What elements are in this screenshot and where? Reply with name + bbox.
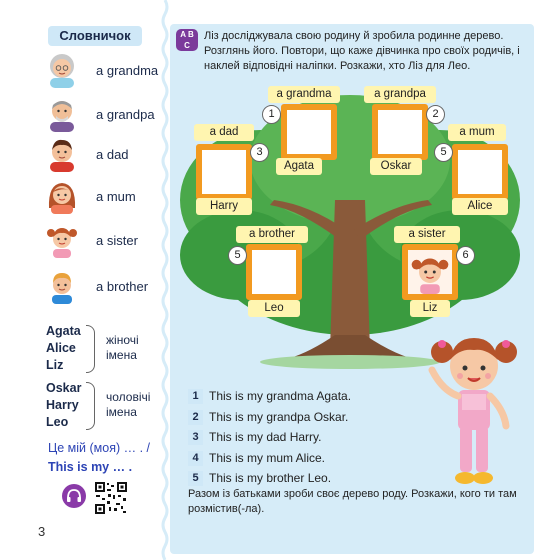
headphones-icon[interactable] — [62, 484, 86, 508]
sticker-frame-grandpa[interactable] — [372, 104, 428, 160]
vocab-word: a grandma — [96, 63, 159, 78]
sticker-number-dad: 3 — [250, 143, 269, 162]
sticker-number-sister: 6 — [456, 246, 475, 265]
sticker-number-mum: 5 — [434, 143, 453, 162]
sticker-number-grandpa: 2 — [426, 105, 445, 124]
vocab-word: a mum — [96, 189, 136, 204]
name-label-brother: Leo — [248, 300, 300, 317]
name-liz: Liz — [46, 358, 64, 372]
qr-code-icon[interactable] — [94, 481, 128, 515]
sentence-row — [188, 429, 418, 448]
pattern-english: This is my … . — [48, 460, 133, 474]
name-label-grandma: Agata — [276, 158, 322, 175]
male-names-note — [106, 390, 150, 420]
name-oskar: Oskar — [46, 381, 82, 395]
sentence-number: 1 — [188, 389, 203, 404]
vocab-item-grandpa — [44, 96, 164, 136]
sister-portrait-icon — [408, 250, 452, 294]
sentence-number: 3 — [188, 430, 203, 445]
sentence-row — [188, 388, 418, 407]
note-line: жіночі — [106, 333, 139, 347]
label-sister: a sister — [394, 226, 460, 243]
instruction-text: Ліз досліджувала свою родину й зробила родинне дерево. Розглянь його. Повтори, що каже дівчинка про своїх родичів, і наклей відповідні наліпки. Розкажи, хто Ліз для Лео. — [204, 30, 520, 72]
sticker-frame-dad[interactable] — [196, 144, 252, 200]
vocab-item-sister — [44, 222, 164, 262]
female-names — [46, 323, 81, 374]
vocabulary-title: Словничок — [48, 26, 142, 46]
grandma-icon — [44, 52, 80, 88]
vocab-word: a sister — [96, 233, 138, 248]
label-grandma: a grandma — [268, 86, 340, 103]
vocab-item-mum — [44, 178, 164, 218]
vocab-word: a brother — [96, 279, 149, 294]
sticker-frame-grandma[interactable] — [281, 104, 337, 160]
brother-icon — [44, 268, 80, 304]
pattern-ukrainian: Це мій (моя) … . / — [48, 441, 151, 455]
name-agata: Agata — [46, 324, 81, 338]
sticker-frame-brother[interactable] — [246, 244, 302, 300]
grandpa-icon — [44, 96, 80, 132]
label-grandpa: a grandpa — [364, 86, 436, 103]
label-mum: a mum — [448, 124, 506, 141]
name-harry: Harry — [46, 398, 79, 412]
sentence-text: This is my brother Leo. — [209, 471, 332, 486]
female-names-note — [106, 333, 139, 363]
sentence-number: 4 — [188, 451, 203, 466]
sentence-number: 5 — [188, 471, 203, 486]
vocab-word: a dad — [96, 147, 129, 162]
name-leo: Leo — [46, 415, 69, 429]
label-dad: a dad — [194, 124, 254, 141]
name-label-dad: Harry — [196, 198, 252, 215]
sticker-frame-mum[interactable] — [452, 144, 508, 200]
dad-icon — [44, 136, 80, 172]
mum-icon — [44, 178, 80, 214]
sentence-text: This is my grandma Agata. — [209, 389, 352, 403]
name-label-grandpa: Oskar — [370, 158, 422, 175]
sticker-number-grandma: 1 — [262, 105, 281, 124]
girl-illustration — [420, 330, 528, 490]
sentence-text: This is my dad Harry. — [209, 430, 322, 445]
name-label-mum: Alice — [452, 198, 508, 215]
sentence-text: This is my grandpa Oskar. — [209, 409, 349, 424]
abc-block-icon: A B C — [176, 29, 198, 51]
divider — [160, 0, 170, 560]
page-number: 3 — [38, 524, 46, 539]
brace — [86, 382, 95, 430]
note-line: імена — [106, 405, 137, 419]
vocab-word: a grandpa — [96, 107, 155, 122]
sister-icon — [44, 222, 80, 258]
name-label-sister: Liz — [410, 300, 450, 317]
brace — [86, 325, 95, 373]
vocab-item-grandma — [44, 52, 164, 92]
male-names — [46, 380, 81, 431]
sentence-row — [188, 450, 418, 469]
vocabulary-column — [0, 0, 162, 560]
sentence-text: This is my mum Alice. — [209, 450, 326, 465]
final-task-text: Разом із батьками зроби своє дерево роду. Розкажи, кого ти там розмістив(-ла). — [188, 488, 517, 515]
sticker-frame-sister[interactable] — [402, 244, 458, 300]
sentence-row — [188, 409, 418, 428]
note-line: чоловічі — [106, 390, 151, 404]
sentence-list — [188, 388, 418, 491]
sticker-number-brother: 5 — [228, 246, 247, 265]
label-brother: a brother — [236, 226, 308, 243]
note-line: імена — [106, 348, 137, 362]
name-alice: Alice — [46, 341, 76, 355]
vocab-item-brother — [44, 268, 164, 308]
sentence-number: 2 — [188, 410, 203, 425]
vocab-item-dad — [44, 136, 164, 176]
